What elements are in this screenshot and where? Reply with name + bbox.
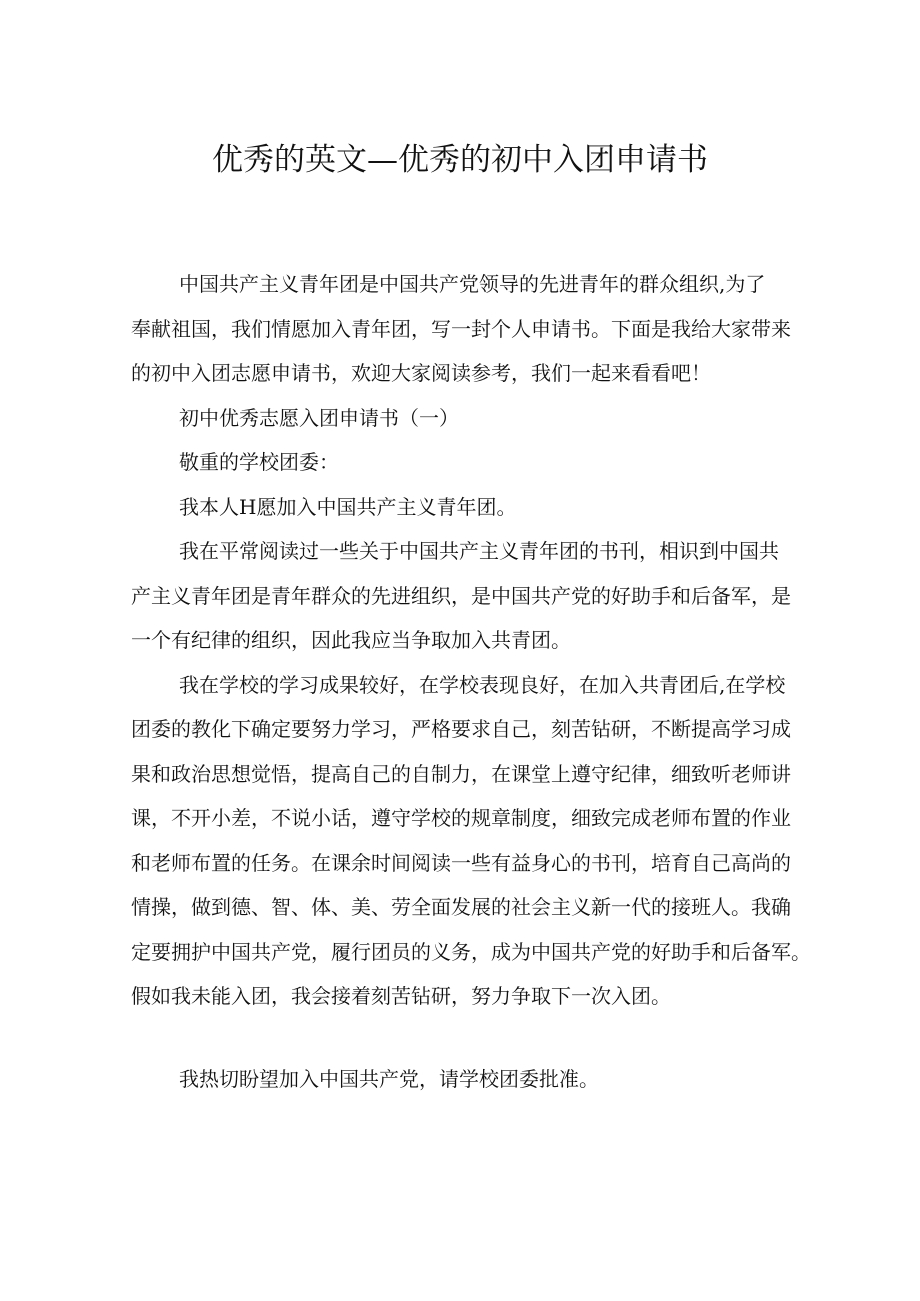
- document-title: 优秀的英文—优秀的初中入团申请书: [212, 142, 708, 178]
- pledge-line: 团委的教化下确定要努力学习，严格要求自己，刻苦钻研，不断提高学习成: [131, 717, 791, 741]
- intro-line: 的初中入团志愿申请书，欢迎大家阅读参考，我们一起来看看吧！: [131, 361, 711, 385]
- intro-line: 中国共产主义青年团是中国共产党领导的先进青年的群众组织,为了: [179, 272, 766, 296]
- pledge-line: 我在学校的学习成果较好，在学校表现良好，在加入共青团后,在学校: [179, 672, 786, 697]
- wish-paragraph: 我本人H愿加入中国共产主义青年团。: [179, 494, 517, 519]
- pledge-line: 和老师布置的任务。在课余时间阅读一些有益身心的书刊，培育自己高尚的: [131, 850, 791, 875]
- intro-line: 奉献祖国，我们情愿加入青年团，写一封个人申请书。下面是我给大家带来: [131, 316, 791, 341]
- understanding-line: 一个有纪律的组织，因此我应当争取加入共青团。: [131, 628, 571, 652]
- pledge-paragraph: [131, 663, 811, 1019]
- salutation: 敬重的学校团委：: [179, 450, 339, 474]
- intro-paragraph: [131, 262, 803, 396]
- pledge-line: 假如我未能入团，我会接着刻苦钻研，努力争取下一次入团。: [131, 984, 671, 1008]
- understanding-line: 我在平常阅读过一些关于中国共产主义青年团的书刊，相识到中国共: [179, 539, 779, 563]
- understanding-line: 产主义青年团是青年群众的先进组织，是中国共产党的好助手和后备军，是: [131, 583, 791, 608]
- paragraph-spacer: [131, 1019, 803, 1057]
- pledge-line: 定要拥护中国共产党，履行团员的义务，成为中国共产党的好助手和后备军。: [131, 939, 811, 964]
- letter-heading: 初中优秀志愿入团申请书（一）: [179, 405, 459, 430]
- pledge-line: 果和政治思想觉悟，提高自己的自制力，在课堂上遵守纪律，细致听老师讲: [131, 761, 791, 786]
- pledge-line: 课，不开小差，不说小话，遵守学校的规章制度，细致完成老师布置的作业: [131, 806, 791, 830]
- closing-paragraph: 我热切盼望加入中国共产党，请学校团委批准。: [179, 1066, 599, 1091]
- understanding-paragraph: [131, 529, 803, 663]
- pledge-line: 情操，做到德、智、体、美、劳全面发展的社会主义新一代的接班人。我确: [131, 895, 791, 919]
- document-body: [131, 262, 811, 1101]
